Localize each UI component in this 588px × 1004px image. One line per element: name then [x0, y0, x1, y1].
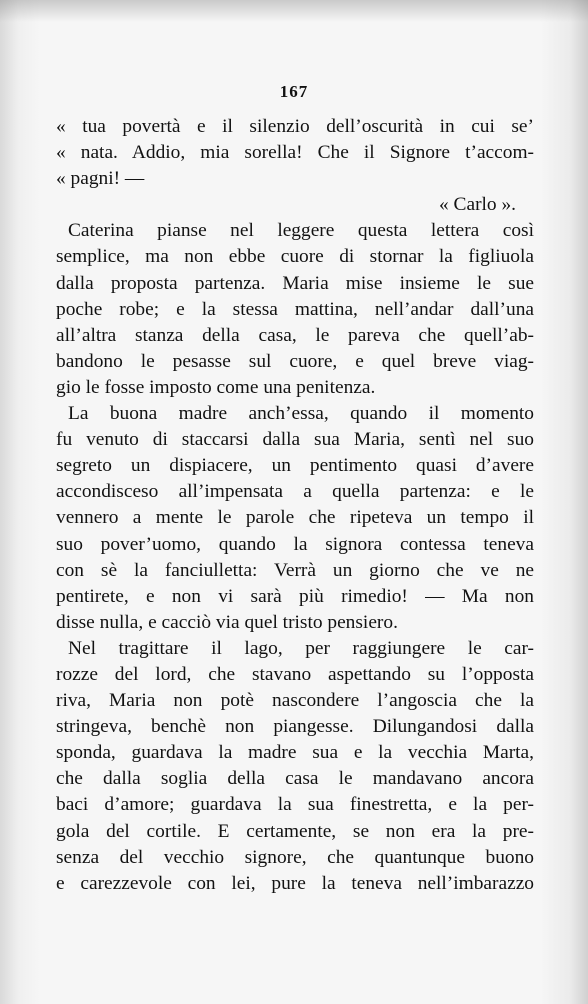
- body-text: [56, 114, 534, 897]
- text-line: gio le fosse imposto come una penitenza.: [56, 376, 376, 398]
- text-line: senza del vecchio signore, che quantunque buono: [56, 846, 534, 868]
- text-line: accondisceso all’impensata a quella partenza: e le: [56, 481, 534, 503]
- text-line: « tua povertà e il silenzio dell’oscurità in cui se’: [56, 116, 534, 137]
- text-line: pentirete, e non vi sarà più rimedio! — Ma non: [56, 585, 534, 607]
- text-line: semplice, ma non ebbe cuore di stornar la figliuola: [56, 246, 534, 268]
- text-line: segreto un dispiacere, un pentimento quasi d’avere: [56, 455, 534, 477]
- text-line: gola del cortile. E certamente, se non era la pre-: [56, 820, 534, 842]
- text-line: rozze del lord, che stavano aspettando su l’opposta: [56, 663, 534, 685]
- text-line: che dalla soglia della casa le mandavano ancora: [56, 768, 534, 790]
- scan-edge-shadow: [0, 0, 588, 22]
- text-line: Nel tragittare il lago, per raggiungere le car-: [68, 637, 534, 659]
- text-line: « nata. Addio, mia sorella! Che il Signore t’accom-: [56, 142, 534, 164]
- text-line: e carezzevole con lei, pure la teneva nell’imbarazzo: [56, 872, 534, 894]
- text-line: La buona madre anch’essa, quando il momento: [68, 403, 534, 425]
- text-line: fu venuto di staccarsi dalla sua Maria, sentì nel suo: [56, 429, 534, 451]
- text-line: baci d’amore; guardava la sua finestretta, e la per-: [56, 794, 534, 816]
- text-line: poche robe; e la stessa mattina, nell’andar dall’una: [56, 298, 534, 320]
- text-line: stringeva, benchè non piangesse. Dilungandosi dalla: [56, 716, 534, 738]
- text-line: « Carlo ».: [438, 194, 516, 216]
- text-line: « pagni! —: [56, 168, 145, 190]
- text-line: suo pover’uomo, quando la signora contessa teneva: [56, 533, 534, 555]
- text-line: riva, Maria non potè nascondere l’angoscia che la: [56, 690, 534, 712]
- page-number: 167: [279, 82, 309, 101]
- text-line: con sè la fanciulletta: Verrà un giorno che ve ne: [56, 559, 534, 581]
- text-line: all’altra stanza della casa, le pareva che quell’ab-: [56, 324, 534, 346]
- text-line: sponda, guardava la madre sua e la vecchia Marta,: [56, 742, 534, 764]
- text-line: dalla proposta partenza. Maria mise insieme le sue: [56, 272, 534, 294]
- text-line: vennero a mente le parole che ripeteva un tempo il: [56, 507, 534, 529]
- text-line: Caterina pianse nel leggere questa lettera così: [68, 220, 534, 242]
- text-line: bandono le pesasse sul cuore, e quel breve viag-: [56, 350, 534, 372]
- text-line: disse nulla, e cacciò via quel tristo pensiero.: [56, 611, 398, 633]
